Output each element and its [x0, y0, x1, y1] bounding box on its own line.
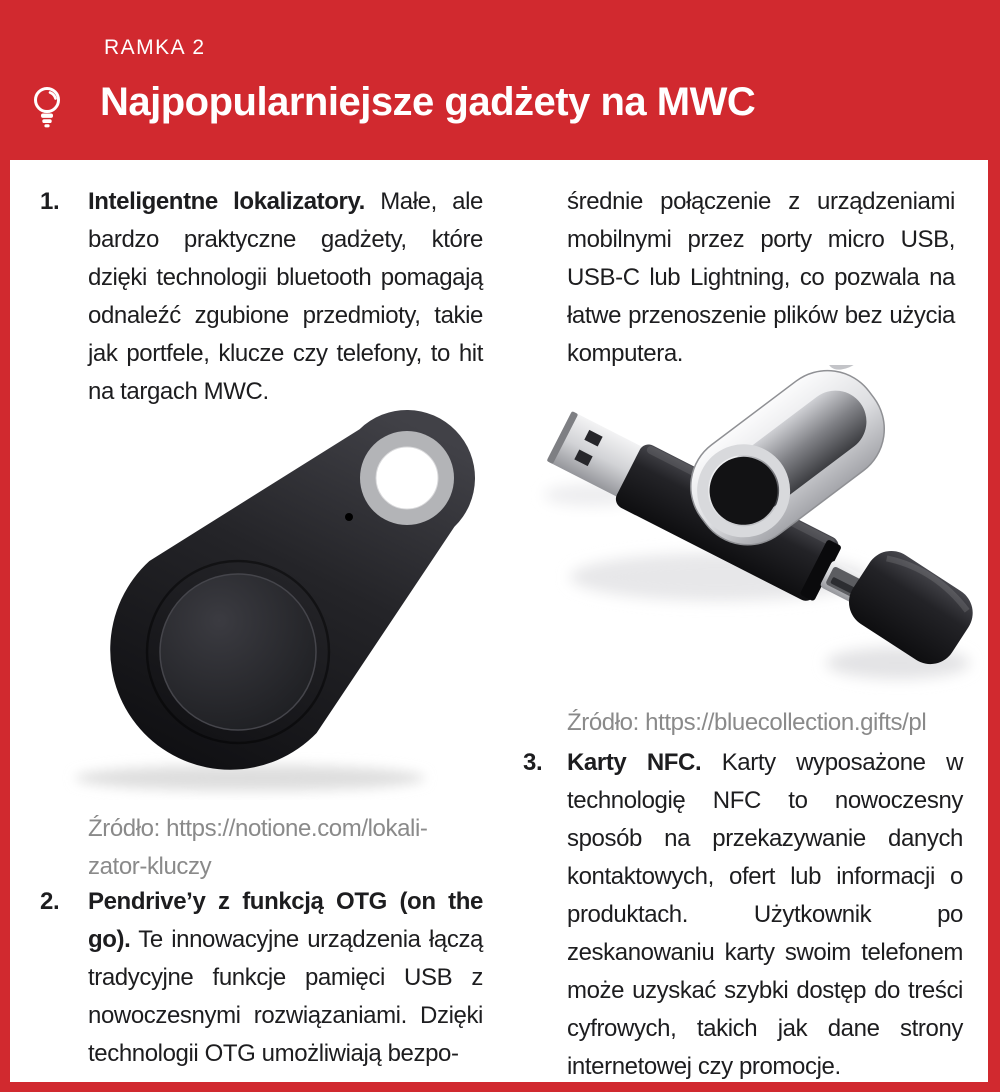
- tracker-caption-line-2: zator-kluczy: [88, 853, 212, 880]
- pendrive-caption: Źródło: https://bluecollection.gifts/pl: [567, 709, 927, 736]
- item-2-lead: Pendrive’y z funkcją OTG (on the go).: [88, 888, 483, 953]
- lightbulb-icon: [32, 86, 62, 137]
- item-1-lead: Inteligentne lokalizatory.: [88, 188, 365, 215]
- list-item-3: [523, 744, 963, 1086]
- tracker-caption: [88, 810, 428, 886]
- item-2-body: Te innowacyjne urządzenia łączą tradycyjne funkcje pamięci USB z nowoczesnymi rozwiązaniami. Dzięki technologii OTG umożliwiają bezpo-: [88, 926, 483, 1067]
- item-1-number: 1.: [40, 188, 60, 215]
- box-titlebar: [0, 80, 1000, 140]
- item-1-body: Małe, ale bardzo praktyczne gadżety, które dzięki technologii bluetooth pomagają odnaleźć zgubione przedmioty, takie jak portfele, klucze czy telefony, to hit na targach MWC.: [88, 188, 483, 405]
- tracker-caption-line-1: Źródło: https://notione.com/lokali-: [88, 815, 428, 842]
- item-2-text: [88, 883, 483, 1073]
- box-content: [10, 160, 988, 1082]
- item-3-text: [567, 744, 963, 1086]
- list-item-2: [40, 883, 483, 1073]
- tracker-shadow: [75, 765, 425, 791]
- item-3-number: 3.: [523, 749, 543, 776]
- tracker-mic-hole: [345, 513, 353, 521]
- box-kicker: RAMKA 2: [104, 36, 206, 59]
- item-1-text: [88, 183, 483, 411]
- box-title: Najpopularniejsze gadżety na MWC: [100, 80, 756, 124]
- item-2-continuation: średnie połączenie z urządzeniami mobilnymi przez porty micro USB, USB-C lub Lightning, co pozwala na łatwe przenoszenie plików bez użycia komputera.: [567, 188, 955, 367]
- item-2-number: 2.: [40, 888, 60, 915]
- list-item-1: [40, 183, 483, 411]
- tracker-photo: [55, 400, 505, 800]
- pendrive-photo: [530, 365, 985, 700]
- item-3-body: Karty wyposażone w technologię NFC to nowoczesny sposób na przekazywanie danych kontaktowych, ofert lub informacji o produktach. Użytkownik po zeskanowaniu karty swoim telefonem może uzyskać szybki dostęp do treści cyfrowych, takich jak dane strony internetowej czy promocje.: [567, 749, 964, 1080]
- item-3-lead: Karty NFC.: [567, 749, 702, 776]
- tracker-button: [160, 574, 316, 730]
